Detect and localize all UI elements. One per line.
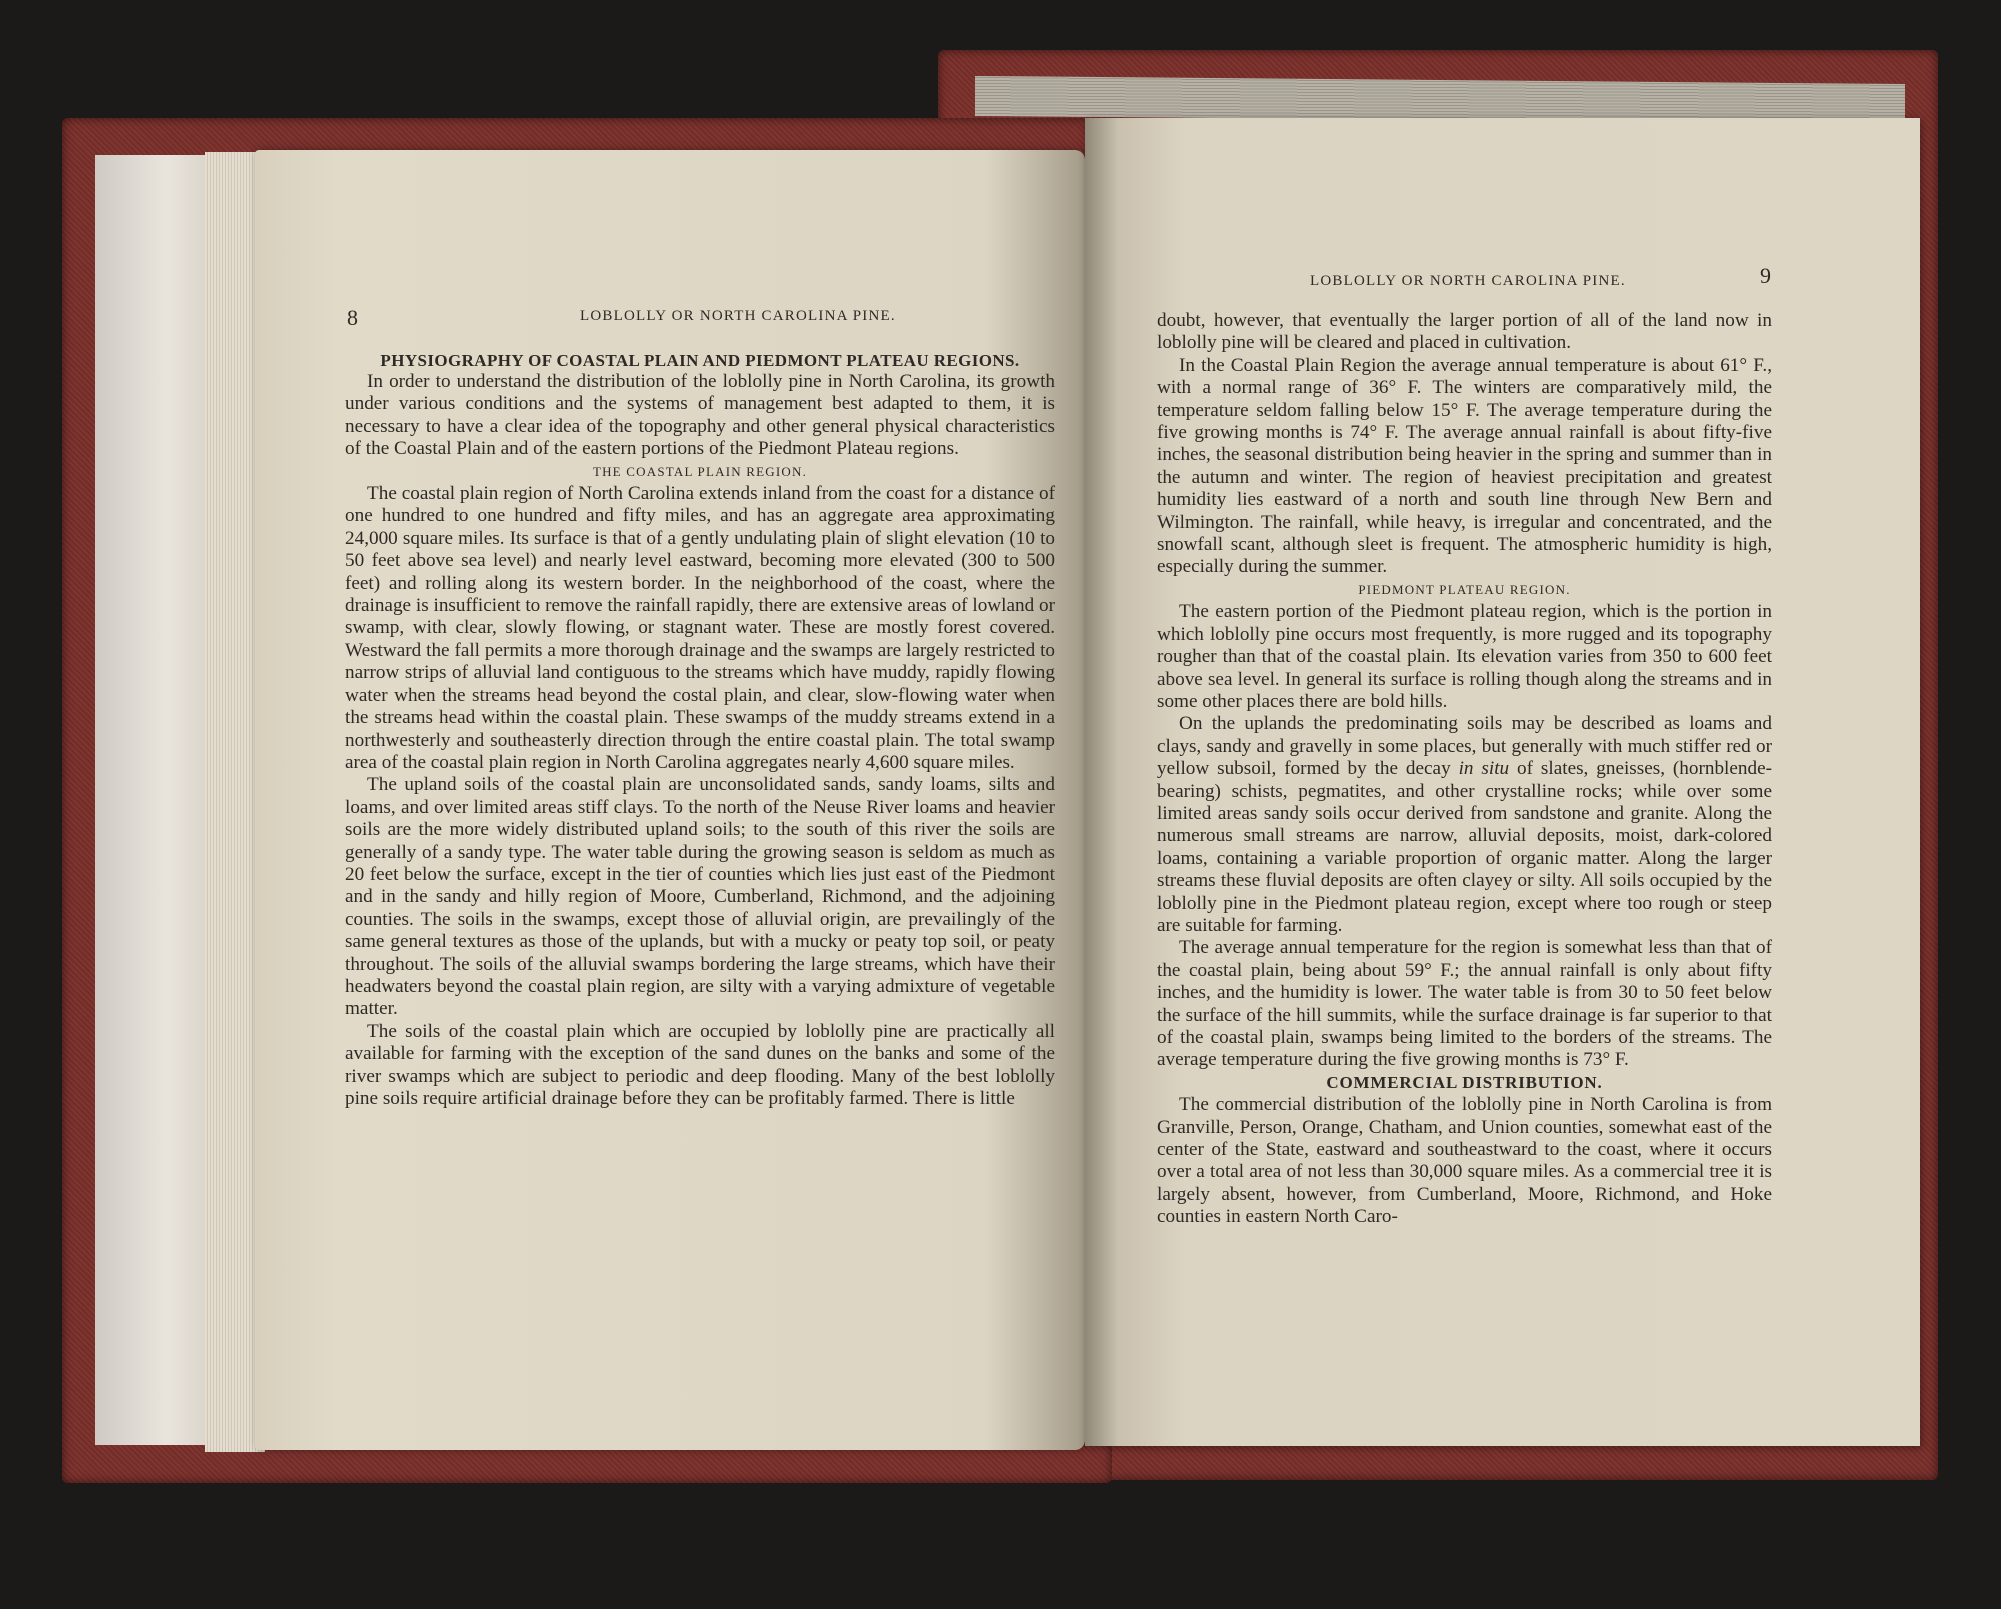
section-heading: PHYSIOGRAPHY OF COASTAL PLAIN AND PIEDMONT PLATEAU REGIONS. — [380, 351, 1020, 370]
subsection-heading: THE COASTAL PLAIN REGION. — [592, 463, 808, 479]
running-head: LOBLOLLY OR NORTH CAROLINA PINE. — [580, 308, 896, 324]
page-number: 9 — [1760, 263, 1771, 288]
paragraph: The coastal plain region of North Carolina extends inland from the coast for a distance of one hundred to one hundred and fifty miles, and has an aggregate area approximating 24,000 square miles. Its surface is that of a gently undulating plain of slight elevation (10 to 50 feet above sea level) and nearly level eastward, becoming more elevated (300 to 500 feet) and rolling along its western border. In the neighborhood of the coast, where the drainage is insufficient to remove the rainfall rapidly, there are extensive areas of lowland or swamp, with clear, slowly flowing, or stagnant water. These are mostly forest covered. Westward the fall permits a more thorough drainage and the swamps are largely restricted to narrow strips of alluvial land contiguous to the streams which have muddy, rapidly flowing water when the streams head beyond the costal plain, and clear, slow-flowing water when the streams head within the coastal plain. These swamps of the muddy streams extend in a northwesterly and southeasterly direction through the entire coastal plain. The total swamp area of the coastal plain region in North Carolina aggregates nearly 4,600 square miles. — [345, 483, 1055, 773]
paragraph: The commercial distribution of the loblolly pine in North Carolina is from Granville, Person, Orange, Chatham, and Union counties, somewhat east of the center of the State, eastward and southeastward to the coast, where it occurs over a total area of not less than 30,000 square miles. As a commercial tree it is largely absent, however, from Cumberland, Moore, Richmond, and Hoke counties in eastern North Caro- — [1157, 1094, 1772, 1228]
paragraph: The average annual temperature for the region is somewhat less than that of the coastal plain, being about 59° F.; the annual rainfall is only about fifty inches, and the humidity is lower. The water table is from 30 to 50 feet below the surface of the hill summits, while the surface drainage is far superior to that of the coastal plain, swamps being limited to the borders of the streams. The average temperature during the five growing months is 73° F. — [1157, 937, 1772, 1071]
paragraph: The soils of the coastal plain which are occupied by loblolly pine are practically all available for farming with the exception of the sand dunes on the banks and some of the river swamps which are subject to periodic and deep flooding. Many of the best loblolly pine soils require artificial drainage before they can be profitably farmed. There is little — [345, 1020, 1055, 1109]
section-heading: COMMERCIAL DISTRIBUTION. — [1326, 1072, 1603, 1092]
paragraph: In order to understand the distribution of the loblolly pine in North Carolina, its growth under various conditions and the systems of management best adapted to them, it is necessary to have a clear idea of the topography and other general physical characteristics of the Coastal Plain and of the eastern portions of the Piedmont Plateau regions. — [345, 371, 1055, 460]
running-head: LOBLOLLY OR NORTH CAROLINA PINE. — [1310, 273, 1626, 289]
left-page-body — [345, 350, 1055, 1110]
paragraph-text: On the uplands the predominating soils may be described as loams and clays, sandy and gravelly in some places, but generally with much stiffer red or yellow subsoil, formed by the decay — [1157, 713, 1772, 780]
right-page — [1085, 118, 1920, 1446]
page-block-top-edges — [975, 76, 1905, 124]
paragraph: The eastern portion of the Piedmont plateau region, which is the portion in which loblolly pine occurs most frequently, is more rugged and its topography rougher than that of the coastal plain. Its elevation varies from 350 to 600 feet above sea level. In general its surface is rolling though along the streams and in some other places there are bold hills. — [1157, 601, 1772, 712]
paragraph-text: of slates, gneisses, (hornblende-bearing) schists, pegmatites, and other crystalline rocks; while over some limited areas sandy soils occur derived from sandstone and granite. Along the numerous small streams are narrow, alluvial deposits, moist, dark-colored loams, containing a variable proportion of organic matter. Along the larger streams these fluvial deposits are often clayey or silty. All soils occupied by the loblolly pine in the Piedmont plateau region, except where too rough or steep are suitable for farming. — [1157, 758, 1772, 936]
left-page — [255, 150, 1085, 1450]
page-number: 8 — [347, 305, 358, 330]
flyleaf — [95, 155, 215, 1445]
paragraph — [1157, 713, 1772, 937]
italic-phrase: in situ — [1458, 758, 1510, 780]
paragraph: The upland soils of the coastal plain are unconsolidated sands, sandy loams, silts and loams, and over limited areas stiff clays. To the north of the Neuse River loams and heavier soils are the more widely distributed upland soils; to the south of this river the soils are generally of a sandy type. The water table during the growing season is seldom as much as 20 feet below the surface, except in the tier of counties which lies just east of the Piedmont and in the sandy and hilly region of Moore, Cumberland, Richmond, and the adjoining counties. The soils in the swamps, except those of alluvial origin, are prevailingly of the same general textures as those of the uplands, but with a mucky or peaty top soil, or peaty throughout. The soils of the alluvial swamps bordering the large streams, which have their headwaters beyond the coastal plain region, are silty with a varying admixture of vegetable matter. — [345, 774, 1055, 1020]
subsection-heading: PIEDMONT PLATEAU REGION. — [1358, 581, 1571, 597]
right-page-body — [1157, 310, 1772, 1229]
paragraph: In the Coastal Plain Region the average annual temperature is about 61° F., with a normal range of 36° F. The winters are comparatively mild, the temperature seldom falling below 15° F. The average temperature during the five growing months is 74° F. The average annual rainfall is about fifty-five inches, the seasonal distribution being heavier in the spring and summer than in the autumn and winter. The region of heaviest precipitation and greatest humidity lies eastward of a north and south line through New Bern and Wilmington. The rainfall, while heavy, is irregular and concentrated, and the snowfall scant, although sleet is frequent. The atmospheric humidity is high, especially during the summer. — [1157, 354, 1772, 578]
paragraph: doubt, however, that eventually the larger portion of all of the land now in loblolly pine will be cleared and placed in cultivation. — [1157, 310, 1772, 354]
